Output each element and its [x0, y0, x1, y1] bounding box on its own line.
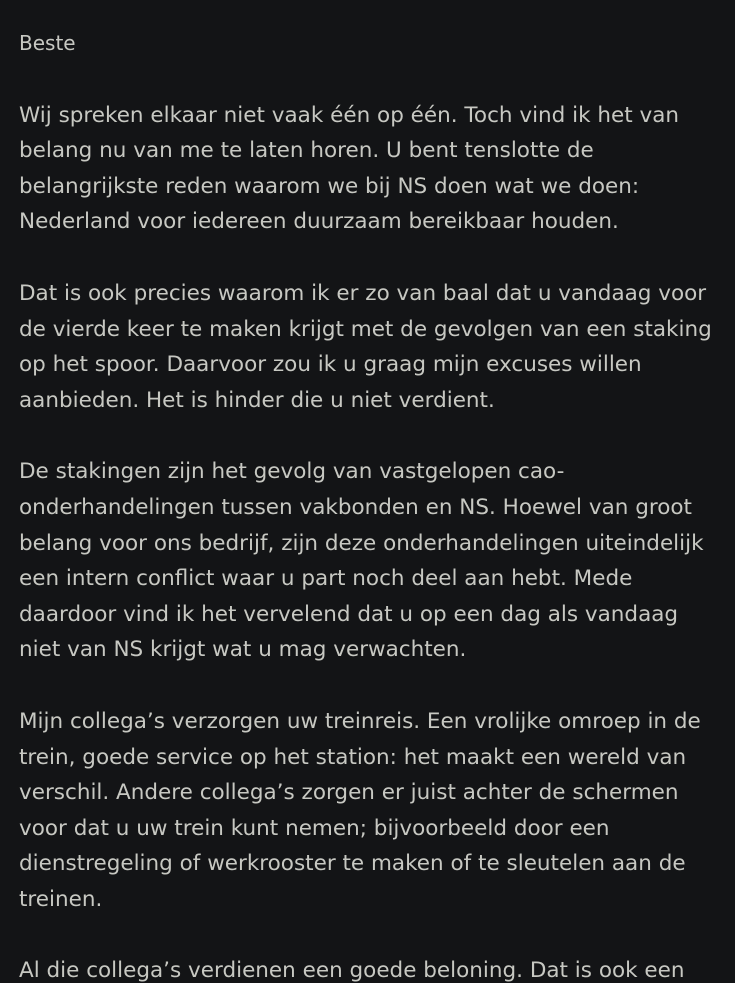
letter-paragraph-5: Al die collega’s verdienen een goede beloning. Dat is ook een	[19, 958, 685, 983]
letter-salutation: Beste	[19, 31, 76, 55]
letter-paragraph-3: De stakingen zijn het gevolg van vastgelopen cao-onderhandelingen tussen vakbonden en NS. Hoewel van groot belang voor ons bedrijf, zijn deze onderhandelingen uiteindelijk een intern conflict waar u part noch deel aan hebt. Mede daardoor vind ik het vervelend dat u op een dag als vandaag niet van NS krijgt wat u mag verwachten.	[19, 459, 704, 663]
letter-paragraph-1: Wij spreken elkaar niet vaak één op één. Toch vind ik het van belang nu van me te laten horen. U bent tenslotte de belangrijkste reden waarom we bij NS doen wat we doen: Nederland voor iedereen duurzaam bereikbaar houden.	[19, 102, 680, 235]
letter-paragraph-2: Dat is ook precies waarom ik er zo van baal dat u vandaag voor de vierde keer te maken krijgt met de gevolgen van een staking op het spoor. Daarvoor zou ik u graag mijn excuses willen aanbieden. Het is hinder die u niet verdient.	[19, 280, 712, 413]
letter-paragraph-4: Mijn collega’s verzorgen uw treinreis. Een vrolijke omroep in de trein, goede service op het station: het maakt een wereld van verschil. Andere collega’s zorgen er juist achter de schermen voor dat u uw trein kunt nemen; bijvoorbeeld door een dienstregeling of werkrooster te maken of te sleutelen aan de treinen.	[19, 708, 701, 912]
